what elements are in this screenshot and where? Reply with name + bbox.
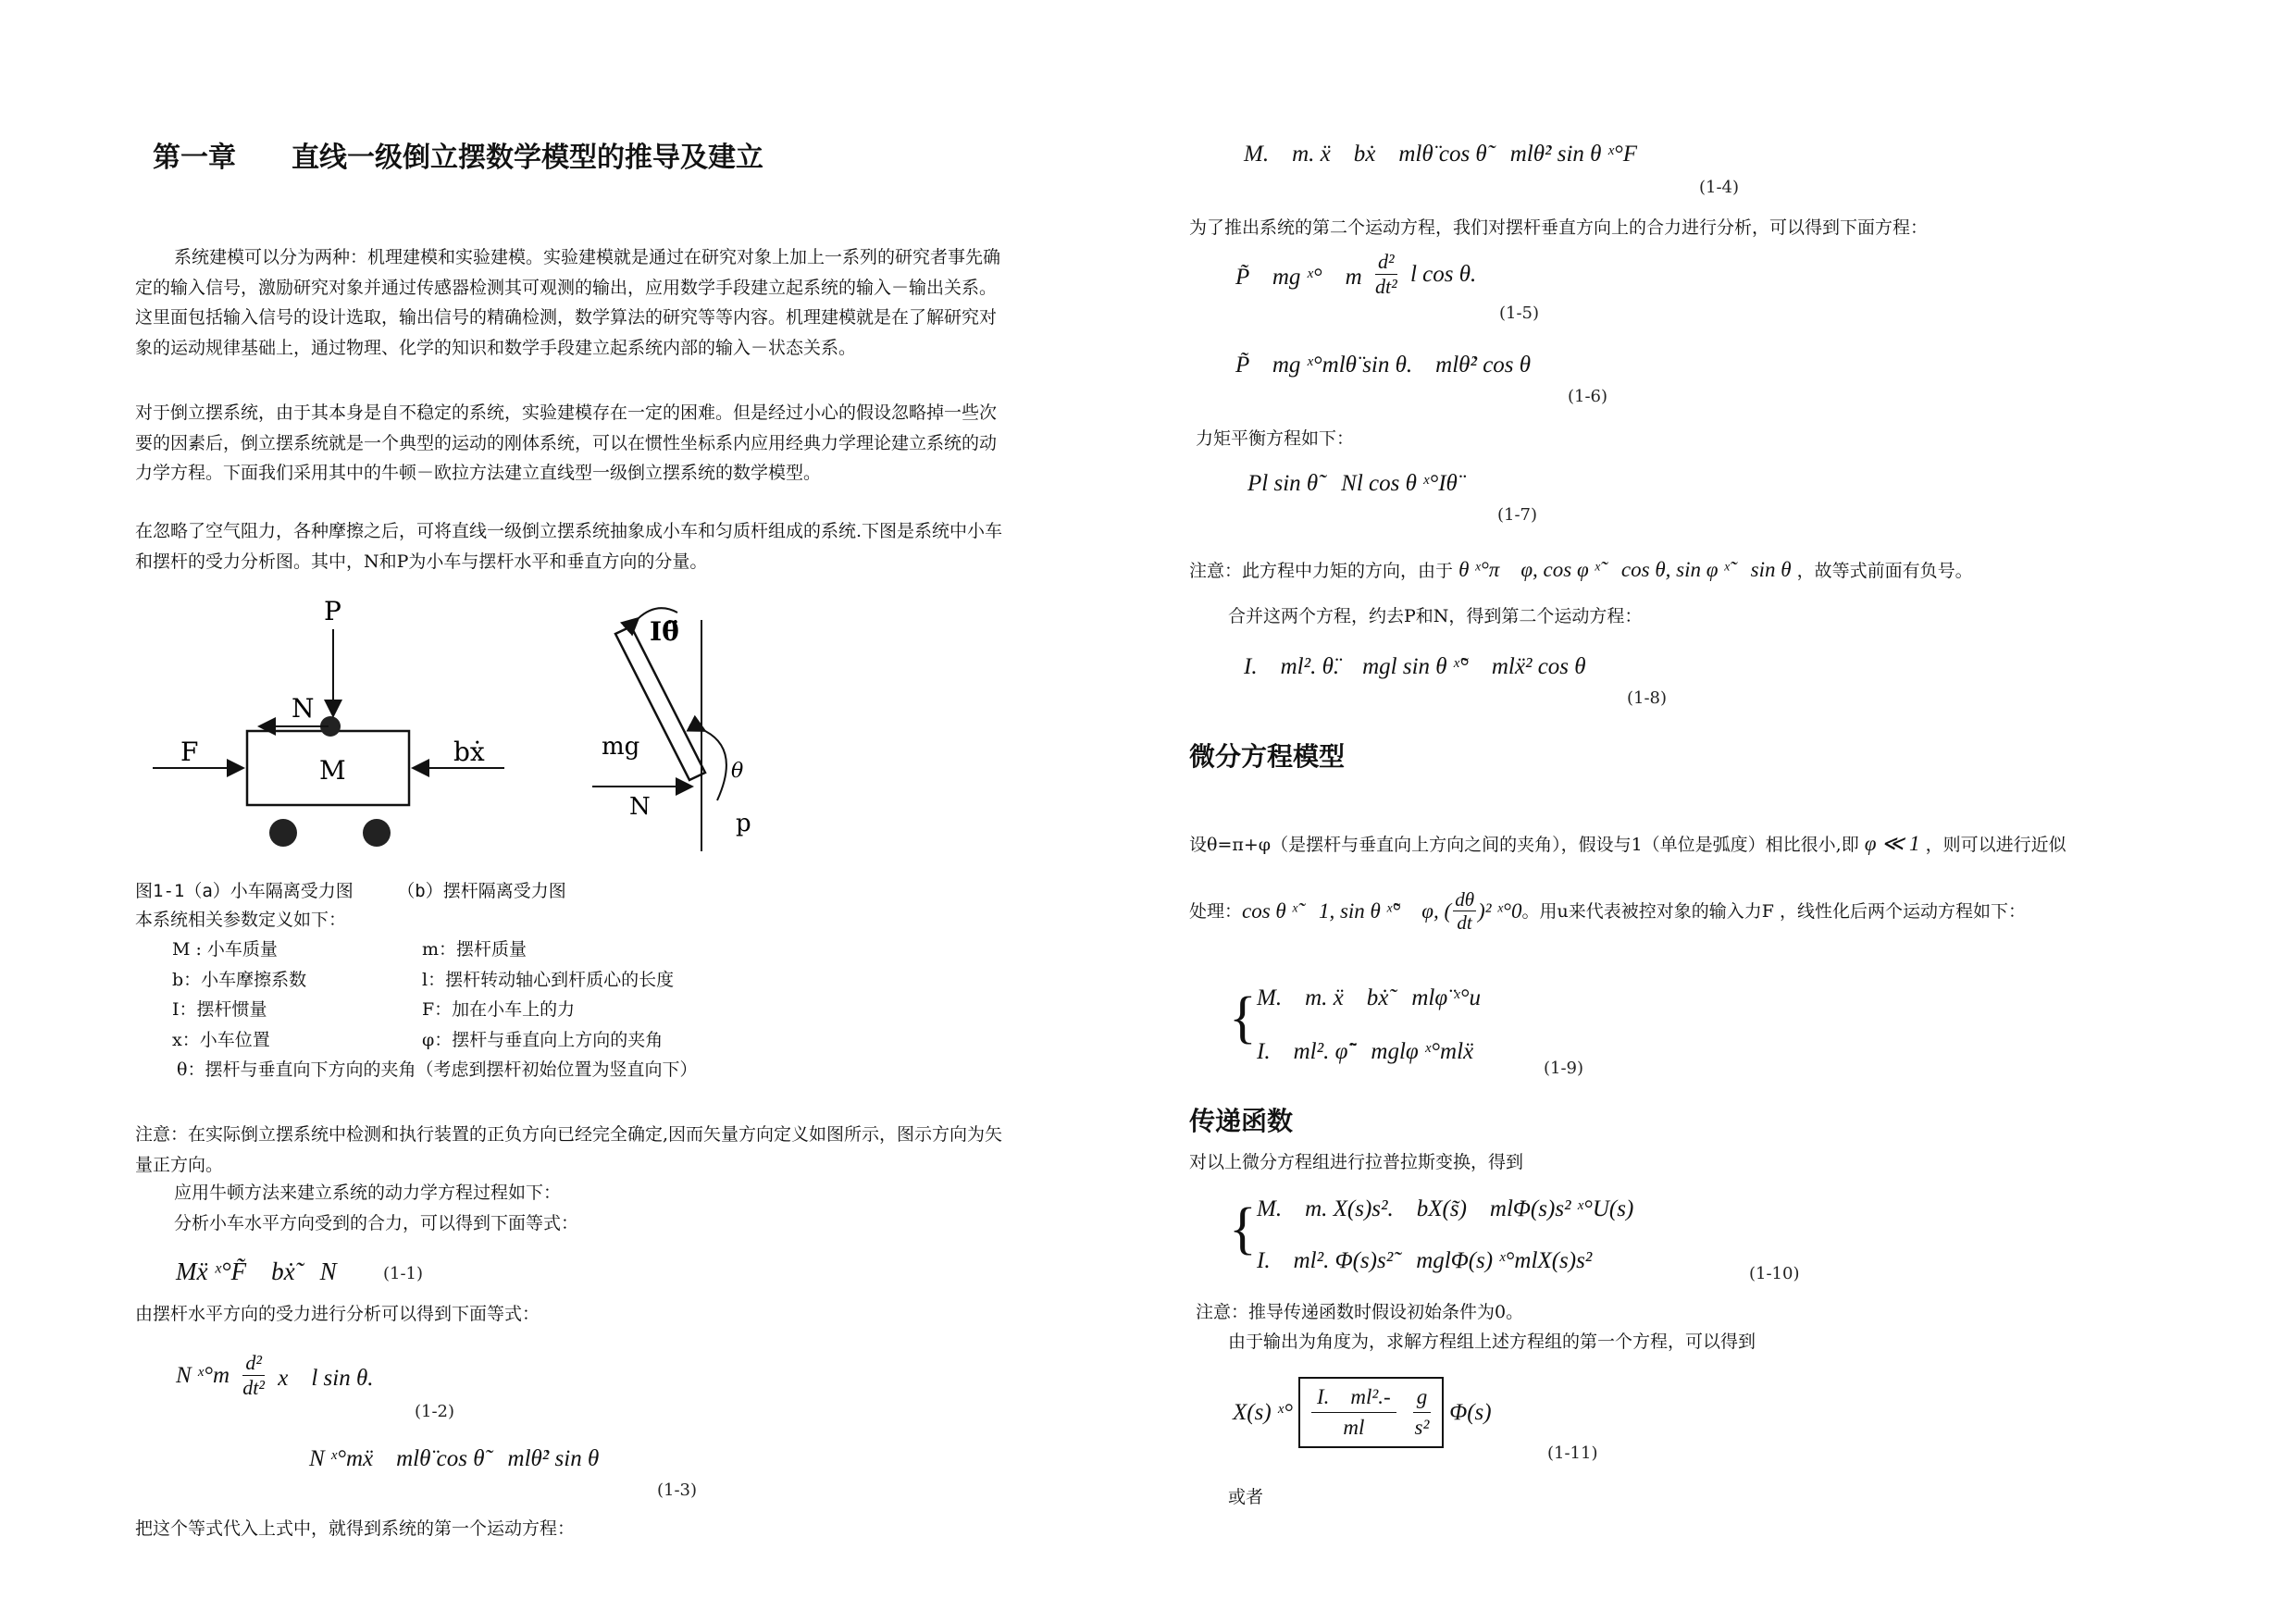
text-substitute: 把这个等式代入上式中，就得到系统的第一个运动方程：: [135, 1518, 576, 1539]
inline-equation: φ ≪ 1: [1864, 832, 1920, 855]
numerator: g: [1413, 1382, 1432, 1413]
text-part: 设θ=π+φ（是摆杆与垂直向上方向之间的夹角），假设与1（单位是弧度）相比很小,即: [1189, 835, 1859, 855]
equation-number: (1-5): [1499, 304, 1540, 323]
equation-1-7: Pl sin θ̃ Nl cos θ ˣ°Iθ̈: [1247, 471, 1458, 496]
label-theta: θ: [731, 760, 744, 783]
text-line: 在忽略了空气阻力，各种摩擦之后，可将直线一级倒立摆系统抽象成小车和匀质杆组成的系统.下图是系统中小车: [135, 521, 1003, 541]
text-part: 。用u来代表被控对象的输入力F ，线性化后两个运动方程如下：: [1521, 900, 2026, 922]
figure-caption: 图1-1（a）小车隔离受力图 （b）摆杆隔离受力图: [135, 881, 566, 901]
label-mg: mg: [602, 733, 640, 761]
eq-part: l cos θ.: [1409, 261, 1477, 287]
label-p: P: [324, 596, 341, 626]
equation-number: (1-6): [1568, 387, 1608, 406]
equation-number: (1-4): [1699, 178, 1740, 197]
text-line: 和摆杆的受力分析图。其中，N和P为小车与摆杆水平和垂直方向的分量。: [135, 551, 708, 572]
equation-1-9b: I. ml². φ̈̃ mglφ ˣ°mlẍ: [1257, 1039, 1474, 1064]
label-friction: bẋ: [453, 737, 485, 767]
numerator: d²: [1375, 250, 1397, 275]
text-or: 或者: [1228, 1487, 1264, 1507]
inline-equation: θ ˣ°π φ, cos φ ˣ̃ cos θ, sin φ ˣ̃ sin θ: [1458, 558, 1792, 581]
text-part: ，则可以进行近似: [1925, 835, 2066, 855]
equation-1-10b: I. ml². Φ(s)s²̃ mglΦ(s) ˣ°mlX(s)s²: [1257, 1248, 1593, 1273]
text-line: 系统建模可以分为两种：机理建模和实验建模。实验建模就是通过在研究对象上加上一系列的研究者事先确: [174, 247, 1001, 267]
cart-wheel-right: [363, 819, 391, 847]
label-n: N: [292, 693, 315, 724]
params-intro: 本系统相关参数定义如下：: [135, 910, 347, 930]
equation-number: (1-3): [657, 1481, 698, 1500]
force-diagram: [139, 592, 787, 861]
eq-part: Φ(s): [1449, 1399, 1492, 1425]
note-moment-direction: [1189, 555, 1973, 586]
fraction: [1375, 250, 1397, 299]
eq-part: P̃ mg ˣ° m: [1235, 264, 1362, 290]
denominator: ml: [1343, 1416, 1365, 1439]
text-cart-analysis: 分析小车水平方向受到的合力，可以得到下面等式：: [174, 1213, 579, 1233]
paragraph-pendulum: [135, 398, 997, 489]
brace: {: [1229, 1197, 1257, 1260]
denominator: dt²: [242, 1376, 266, 1399]
equation-1-11: [1233, 1377, 1492, 1448]
param-item: b：小车摩擦系数: [172, 969, 307, 990]
heading-transfer-function: 传递函数: [1189, 1106, 1294, 1136]
denominator: dt²: [1374, 275, 1397, 298]
numerator: dθ: [1455, 888, 1475, 911]
angle-arc: [705, 731, 726, 800]
label-inertia: Iθ̈: [650, 616, 679, 647]
text-laplace: 对以上微分方程组进行拉普拉斯变换，得到: [1189, 1152, 1524, 1172]
equation-number: (1-11): [1547, 1443, 1598, 1463]
equation-1-10a: M. m. X(s)s². bX(s̃) mlΦ(s)s² ˣ°U(s): [1257, 1196, 1634, 1221]
right-column: [1175, 0, 2296, 1623]
text-part: 注意：此方程中力矩的方向，由于: [1189, 561, 1454, 581]
note-initial-conditions: 注意：推导传递函数时假设初始条件为0。: [1196, 1302, 1524, 1322]
text-line: 力学方程。下面我们采用其中的牛顿－欧拉方法建立直线型一级倒立摆系统的数学模型。: [135, 463, 822, 483]
param-theta: θ：摆杆与垂直向下方向的夹角（考虑到摆杆初始位置为竖直向下）: [177, 1059, 698, 1080]
equation-1-9a: M. m. ẍ bẋ̃ mlφ̈ ˣ°u: [1257, 985, 1481, 1010]
text-newton: 应用牛顿方法来建立系统的动力学方程过程如下：: [174, 1183, 562, 1203]
paragraph-assumptions: [135, 516, 1002, 576]
param-item: I：摆杆惯量: [172, 999, 267, 1020]
text-part: 处理：: [1189, 900, 1243, 922]
denominator: dt: [1457, 911, 1472, 934]
fraction: [1311, 1382, 1396, 1443]
denominator: s²: [1414, 1416, 1430, 1439]
heading-differential-model: 微分方程模型: [1189, 741, 1346, 772]
text-line: 这里面包括输入信号的设计选取，输出信号的精确检测，数学算法的研究等等内容。机理建模就是在了解研究对: [135, 307, 998, 328]
text-line: 定的输入信号，激励研究对象并通过传感器检测其可观测的输出，应用数学手段建立起系统的输入－输出关系。: [135, 277, 998, 298]
equation-1-8: I. ml². θ̈. mgl sin θ ˣ̃° mlẍ² cos θ: [1244, 654, 1586, 679]
text-line: 量正方向。: [135, 1154, 224, 1175]
text-second-equation: 为了推出系统的第二个运动方程，我们对摆杆垂直方向上的合力进行分析，可以得到下面方程：: [1189, 217, 1929, 238]
text-combine: 合并这两个方程，约去P和N，得到第二个运动方程：: [1228, 606, 1643, 626]
param-item: x：小车位置: [172, 1029, 270, 1050]
label-p2: p: [736, 810, 751, 837]
cart-wheel-left: [269, 819, 297, 847]
text-part: ，故等式前面有负号。: [1796, 561, 1973, 581]
label-m: M: [319, 755, 346, 786]
note-direction: [135, 1120, 1002, 1180]
chapter-title: 第一章 直线一级倒立摆数学模型的推导及建立: [153, 142, 763, 174]
text-line: 注意：在实际倒立摆系统中检测和执行装置的正负方向已经完全确定,因而矢量方向定义如图所示，图示方向为矢: [135, 1124, 1003, 1145]
text-line: 要的因素后，倒立摆系统就是一个典型的运动的刚体系统，可以在惯性坐标系内应用经典力学理论建立系统的动: [135, 432, 998, 453]
fraction: [242, 1351, 265, 1400]
text-rod-horizontal: 由摆杆水平方向的受力进行分析可以得到下面等式：: [135, 1304, 540, 1324]
numerator: d²: [242, 1351, 265, 1376]
label-f: F: [180, 737, 199, 767]
equation-1-1: Mẍ ˣ°F̃ bẋ̃ N: [176, 1258, 337, 1285]
text-moment: 力矩平衡方程如下：: [1196, 428, 1355, 449]
inline-equation: )² ˣ°0: [1478, 898, 1522, 923]
equation-number: (1-8): [1627, 688, 1668, 708]
params-table: [172, 935, 885, 1085]
equation-1-2: [176, 1351, 374, 1400]
text-approximation: [1189, 888, 2026, 934]
numerator: I. ml².-: [1311, 1382, 1396, 1413]
text-linearization: [1189, 829, 2066, 860]
param-item: φ：摆杆与垂直向上方向的夹角: [422, 1029, 664, 1050]
brace: {: [1229, 986, 1257, 1049]
eq-part: N ˣ°m: [176, 1362, 230, 1388]
fraction: [1413, 1382, 1432, 1443]
param-item: F：加在小车上的力: [422, 999, 576, 1020]
equation-number: (1-1): [383, 1264, 424, 1283]
equation-1-6: P̃ mg ˣ°mlθ̈ sin θ. mlθ̇² cos θ: [1235, 353, 1532, 378]
bracket-group: [1298, 1377, 1444, 1448]
equation-1-4: M. m. ẍ bẋ mlθ̈ cos θ̃ mlθ̇² sin θ ˣ°F: [1244, 142, 1638, 167]
inline-equation: cos θ ˣ̃ 1, sin θ ˣ̃° φ, (: [1242, 898, 1452, 923]
param-item: M : 小车质量: [172, 939, 278, 960]
paragraph-modeling: [135, 242, 1000, 363]
param-item: m：摆杆质量: [422, 939, 527, 960]
param-item: l：摆杆转动轴心到杆质心的长度: [422, 969, 675, 990]
equation-1-3: N ˣ°mẍ mlθ̈ cos θ̃ mlθ̇² sin θ: [309, 1446, 600, 1471]
equation-1-5: [1235, 250, 1476, 299]
eq-part: x l sin θ.: [278, 1365, 374, 1391]
text-solve: 由于输出为角度为，求解方程组上述方程组的第一个方程，可以得到: [1228, 1332, 1756, 1352]
text-line: 象的运动规律基础上，通过物理、化学的知识和数学手段建立起系统内部的输入－状态关系。: [135, 337, 857, 358]
label-n2: N: [629, 793, 651, 821]
text-line: 对于倒立摆系统，由于其本身是自不稳定的系统，实验建模存在一定的困难。但是经过小心的假设忽略掉一些次: [135, 403, 998, 423]
equation-number: (1-10): [1749, 1264, 1800, 1283]
equation-number: (1-2): [415, 1402, 455, 1421]
fraction: [1453, 888, 1476, 934]
equation-number: (1-9): [1544, 1059, 1584, 1078]
eq-part: X(s) ˣ°: [1233, 1399, 1293, 1425]
equation-number: (1-7): [1497, 505, 1538, 525]
